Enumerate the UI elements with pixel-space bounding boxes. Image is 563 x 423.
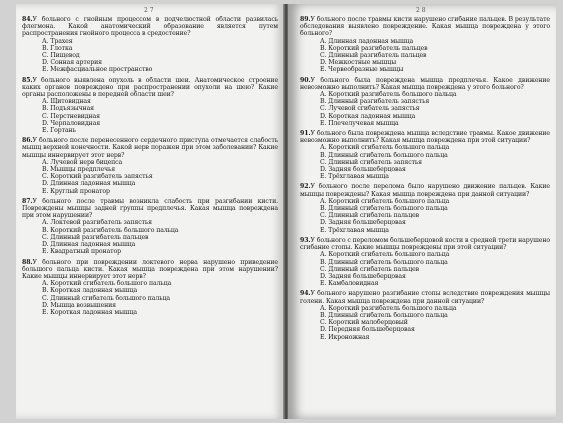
answer-option: В. Длинный сгибатель большого пальца (320, 258, 448, 266)
question-text (300, 130, 550, 144)
question-stem: У больного после травмы возникла слабость при разгибании кисти. Повреждены мышцы задней группы предплечья. Какая мышца повреждена при этом нарушении? (22, 197, 278, 220)
answer-option: D. Черпаловидная (42, 119, 101, 127)
answer-option: D. Мышца возвышения (42, 301, 116, 309)
answer-option: С. Короткий разгибатель запястья (42, 173, 153, 181)
answer-option: А. Лучевой нерв бицепса (42, 158, 123, 166)
question-stem: У больного нарушено разгибание стопы вследствие повреждения мышцы голени. Какая мышца повреждена при данной ситуации? (300, 290, 550, 305)
page-number: 2 8 (416, 7, 426, 14)
question-text (300, 16, 550, 38)
question-stem: У больного была повреждена мышца предплечья. Какое движение невозможно выполнить? Какая мышца повреждена у этого больного? (300, 76, 550, 91)
question-text (22, 77, 278, 99)
question-stem: У больного с гнойным процессом в подчелюстной области развилась флегмона. Какой анатомический образование является путем распространения гнойного процесса в средостение? (22, 16, 278, 38)
question-block (300, 183, 550, 233)
question-stem: У больного после перенесенного сердечного приступа отмечается слабость мышц верхней конечности. Какой нерв поражен при этом заболевании? Какие мышцы иннервирует этот нерв? (22, 137, 278, 159)
question-number: 86. (22, 137, 33, 145)
answer-option: С. Короткий малоберцовый (320, 319, 408, 327)
answer-option: С. Длинный сгибатель пальцев (320, 265, 420, 273)
question-text (300, 77, 550, 91)
question-stem: У больного была повреждена мышца вследствие травмы. Какое движение невозможно выполнить? Какая мышца повреждена при этой ситуации? (300, 130, 550, 145)
answer-option: В. Короткая ладонная мышца (42, 287, 138, 295)
answer-option: В. Мышцы предплечья (42, 166, 116, 174)
answer-option: С. Пищевод (42, 52, 80, 60)
answer-option: Е. Камбаловидная (320, 280, 379, 288)
question-number: 85. (22, 76, 33, 84)
answer-option: С. Лучевой сгибатель запястья (320, 105, 420, 113)
answer-option: D. Передняя большеберцовая (320, 326, 415, 334)
answer-option: А. Короткий сгибатель большого пальца (42, 280, 172, 288)
question-block (300, 290, 550, 340)
question-number: 91. (300, 130, 311, 138)
answer-option: D. Задняя большеберцовая (320, 272, 406, 280)
question-number: 93. (300, 236, 311, 244)
answer-option: В. Подъязычная (42, 105, 94, 113)
question-number: 90. (300, 76, 311, 84)
question-number: 89. (300, 16, 311, 23)
question-number: 94. (300, 290, 311, 298)
answer-option: А. Щитовидная (42, 98, 91, 106)
answer-option: D. Длинная ладонная мышца (42, 180, 136, 188)
answer-option: Е. Гортань (42, 127, 76, 135)
answer-option: А. Короткий сгибатель большого пальца (320, 197, 450, 205)
answer-option: Е. Короткая ладонная мышца (42, 308, 138, 316)
answer-option: D. Задняя большеберцовая (320, 166, 406, 174)
question-stem: У больного после перелома было нарушено движение пальцев. Какие мышцы повреждены? Какая мышца повреждена при данной ситуации? (300, 183, 550, 198)
answer-option: В. Глотка (42, 44, 73, 52)
question-block (22, 77, 278, 135)
question-block (300, 16, 550, 74)
answer-option: С. Длинный разгибатель пальцев (320, 52, 427, 60)
question-text (300, 183, 550, 197)
answer-option: А. Короткий разгибатель большого пальца (320, 304, 457, 312)
answer-option: В. Длинный сгибатель большого пальца (320, 311, 448, 319)
answer-option: С. Длинный сгибатель большого пальца (42, 294, 170, 302)
question-block (22, 198, 278, 256)
answer-option: Е. Межфасциальное пространство (42, 66, 153, 74)
answer-option: Е. Трёхглавая мышца (320, 173, 389, 181)
question-block (22, 137, 278, 195)
answer-option: А. Короткий разгибатель большого пальца (320, 91, 457, 99)
answer-option: D. Короткая ладонная мышца (320, 112, 416, 120)
answer-option: D. Межкостные мышцы (320, 59, 397, 67)
answer-option: С. Перстневидная (42, 112, 100, 120)
answer-option: А. Трахея (42, 37, 73, 45)
right-page (288, 4, 556, 419)
answer-option: Е. Круглый пронатор (42, 187, 110, 195)
question-block (300, 237, 550, 287)
answer-option: Е. Плечелучевая мышца (320, 119, 399, 127)
question-list (300, 16, 550, 344)
question-text (22, 259, 278, 281)
question-number: 88. (22, 258, 33, 266)
question-block (300, 130, 550, 180)
answer-option: А. Локтевой разгибатель запястья (42, 219, 152, 227)
answer-option: А. Длинная ладонная мышца (320, 37, 414, 45)
question-text (22, 198, 278, 220)
answer-option: В. Длинный сгибатель большого пальца (320, 205, 448, 213)
answer-option: А. Короткий сгибатель большого пальца (320, 251, 450, 259)
question-number: 84. (22, 16, 33, 23)
question-block (22, 259, 278, 317)
question-block (22, 16, 278, 74)
answer-option: С. Длинный сгибатель запястья (320, 158, 422, 166)
question-stem: У больного при повреждении локтевого нерва нарушено приведение большого пальца кисти. Какая мышца повреждена при этом нарушении? Какие мышцы иннервирует этот нерв? (22, 258, 278, 280)
question-block (300, 77, 550, 127)
answer-option: Е. Квадратный пронатор (42, 248, 121, 256)
question-text (300, 290, 550, 304)
answer-option: А. Короткий сгибатель большого пальца (320, 144, 450, 152)
answer-option: В. Короткий разгибатель большого пальца (42, 226, 179, 234)
page-number: 2 7 (144, 7, 154, 14)
question-text (22, 137, 278, 159)
answer-option: С. Длинный сгибатель пальцев (320, 212, 420, 220)
answer-option: В. Длинный разгибатель запястья (320, 98, 430, 106)
answer-option: С. Длинный разгибатель пальцев (42, 233, 149, 241)
question-stem: У больного после травмы кисти нарушено сгибание пальцев. В результате обследования выявлено повреждение. Какая мышца повреждена у этого больного? (300, 16, 550, 38)
answer-option: Е. Червеобразные мышцы (320, 66, 404, 74)
answer-option: В. Длинный сгибатель большого пальца (320, 151, 448, 159)
answer-option: В. Короткий разгибатель пальцев (320, 44, 428, 52)
question-stem: У больного выявлена опухоль в области шеи. Анатомическое строение каких органов повреждено при распространении опухоли на шею? Какие органы расположены в передней области шеи? (22, 76, 278, 99)
left-page (16, 4, 284, 419)
question-text (22, 16, 278, 38)
question-number: 92. (300, 183, 311, 191)
answer-option: D. Задняя большеберцовая (320, 219, 406, 227)
answer-option: Е. Икроножная (320, 333, 370, 341)
question-text (300, 237, 550, 251)
question-stem: У больного с переломом большеберцовой кости в средней трети нарушено сгибание стопы. Какие мышцы повреждены при этой ситуации? (300, 236, 551, 252)
answer-option: D. Сонная артерия (42, 59, 102, 67)
answer-option: D. Длинная ладонная мышца (42, 241, 136, 249)
answer-option: Е. Трёхглавая мышца (320, 226, 389, 234)
question-list (22, 16, 278, 319)
question-number: 87. (22, 197, 33, 205)
